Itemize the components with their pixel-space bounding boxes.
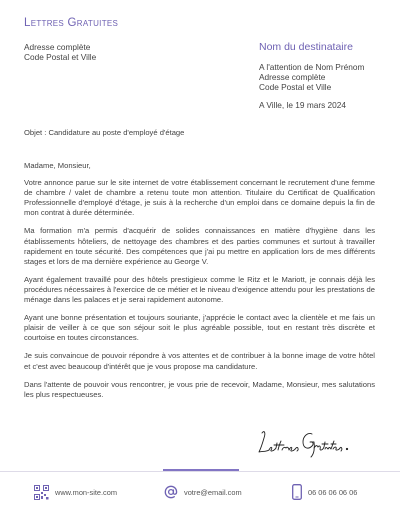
mobile-phone-icon	[292, 484, 302, 500]
letter-paragraph: Ayant également travaillé pour des hôtels prestigieux comme le Ritz et le Mariott, je connais déjà les procédures nécessaires à l'exercice de ce métier et le niveau d'exigence attendu pour les prestations de ménage dans les palaces et je serai rapidement autonome.	[24, 274, 375, 305]
footer	[0, 482, 400, 504]
letter-body	[24, 161, 375, 408]
qr-code-icon	[34, 485, 49, 500]
footer-phone	[292, 482, 357, 502]
footer-website-text: www.mon-site.com	[55, 487, 118, 497]
letter-paragraph: Votre annonce parue sur le site internet de votre établissement concernant le recrutement d'une femme de chambre / valet de chambre a retenu toute mon attention. Titulaire du Certificat de Qualification Professionnelle d'employé d'étage, je suis à la recherche d'un emploi dans ce domaine depuis la fin de mon contrat à durée déterminée.	[24, 178, 375, 218]
at-sign-icon	[164, 485, 178, 499]
letter-subject: Objet : Candidature au poste d'employé d'étage	[24, 128, 185, 137]
sender-address: Adresse complète	[24, 42, 91, 52]
recipient-city: Code Postal et Ville	[259, 81, 332, 92]
sender-name: Lettres Gratuites	[24, 17, 119, 29]
footer-email	[164, 482, 242, 502]
handwritten-signature	[256, 426, 356, 460]
letter-date: A Ville, le 19 mars 2024	[259, 100, 347, 110]
footer-divider	[0, 471, 400, 472]
letter-greeting: Madame, Monsieur,	[24, 161, 91, 170]
recipient-name: Nom du destinataire	[259, 41, 353, 53]
recipient-block	[259, 41, 394, 92]
footer-website	[34, 482, 117, 502]
sender-city: Code Postal et Ville	[24, 52, 97, 62]
footer-phone-text: 06 06 06 06 06	[308, 487, 358, 497]
letter-paragraph: Je suis convaincue de pouvoir répondre à vos attentes et de contribuer à la bonne image de votre hôtel et c'est avec beaucoup d'intérêt que je vous propose ma candidature.	[24, 351, 375, 371]
sender-block	[24, 16, 118, 62]
recipient-address: Adresse complète	[259, 71, 326, 82]
recipient-attention: A l'attention de Nom Prénom	[259, 62, 365, 72]
letter-paragraph: Ma formation m'a permis d'acquérir de solides connaissances en matière d'hygiène dans les établissements hôteliers, de nettoyage des chambres et des parties communes et surtout à travailler rapidement en toute sécurité. Des compétences que j'ai pu mettre en application lors de mes différents stages et lors de ma dernière expérience au George V.	[24, 226, 375, 266]
footer-email-text: votre@email.com	[184, 487, 242, 497]
letter-paragraph: Dans l'attente de pouvoir vous rencontrer, je vous prie de recevoir, Madame, Monsieur, mes salutations les plus respectueuses.	[24, 379, 375, 399]
letter-paragraph: Ayant une bonne présentation et toujours souriante, j'apprécie le contact avec la clientèle et me fais un plaisir de veiller à ce que son séjour soit le plus agréable possible, tout en restant très discrète et courtoise en toutes circonstances.	[24, 313, 375, 343]
